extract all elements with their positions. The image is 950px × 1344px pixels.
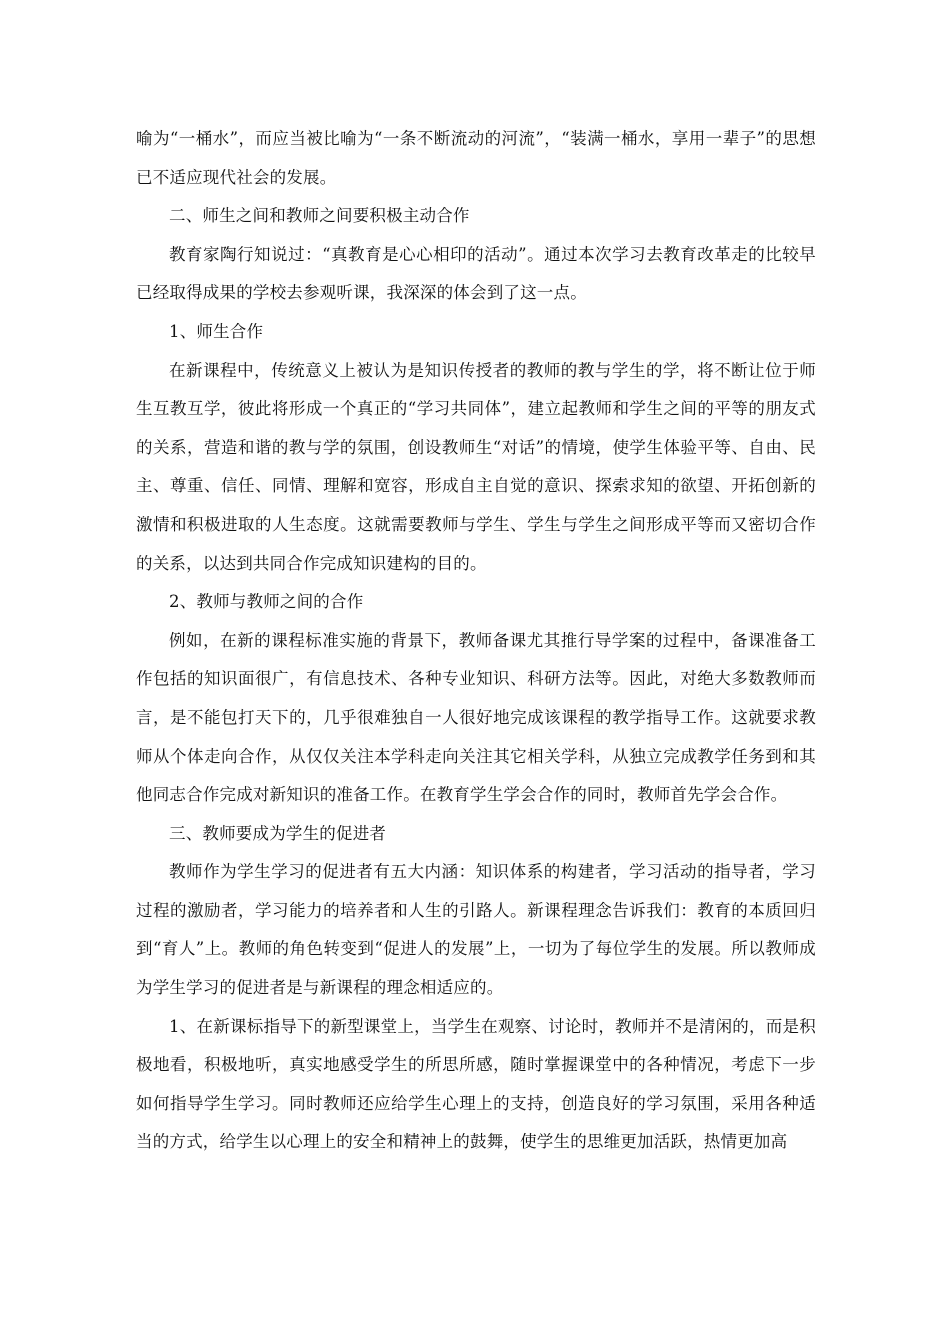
- paragraph-five-connotations: 教师作为学生学习的促进者有五大内涵：知识体系的构建者，学习活动的指导者，学习过程的激励者，学习能力的培养者和人生的引路人。新课程理念告诉我们：教育的本质回归到“育人”上。教师的角色转变到“促进人的发展”上，一切为了每位学生的发展。所以教师成为学生学习的促进者是与新课程的理念相适应的。: [136, 862, 816, 998]
- paragraph-tao-xingzhi: 教育家陶行知说过：“真教育是心心相印的活动”。通过本次学习去教育改革走的比较早已经取得成果的学校去参观听课，我深深的体会到了这一点。: [136, 244, 816, 303]
- section-heading-promoter: 三、教师要成为学生的促进者: [169, 823, 387, 843]
- subheading-teacher-teacher-cooperation: 2、教师与教师之间的合作: [169, 592, 364, 612]
- paragraph-lesson-preparation: 例如，在新的课程标准实施的背景下，教师备课尤其推行导学案的过程中，备课准备工作包括的知识面很广，有信息技术、各种专业知识、科研方法等。因此，对绝大多数教师而言，是不能包打天下的，几乎很难独自一人很好地完成该课程的教学指导工作。这就要求教师从个体走向合作，从仅仅关注本学科走向关注其它相关学科，从独立完成教学任务到和其他同志合作完成对新知识的准备工作。在教育学生学会合作的同时，教师首先学会合作。: [136, 630, 816, 805]
- paragraph-new-classroom: 1、在新课标指导下的新型课堂上，当学生在观察、讨论时，教师并不是清闲的，而是积极地看，积极地听，真实地感受学生的所思所感，随时掌握课堂中的各种情况，考虑下一步如何指导学生学习。同时教师还应给学生心理上的支持，创造良好的学习氛围，采用各种适当的方式，给学生以心理上的安全和精神上的鼓舞，使学生的思维更加活跃，热情更加高: [136, 1016, 816, 1152]
- paragraph-new-curriculum: 在新课程中，传统意义上被认为是知识传授者的教师的教与学生的学，将不断让位于师生互教互学，彼此将形成一个真正的“学习共同体”，建立起教师和学生之间的平等的朋友式的关系，营造和谐的教与学的氛围，创设教师生“对话”的情境，使学生体验平等、自由、民主、尊重、信任、同情、理解和宽容，形成自主自觉的意识、探索求知的欲望、开拓创新的激情和积极进取的人生态度。这就需要教师与学生、学生与学生之间形成平等而又密切合作的关系，以达到共同合作完成知识建构的目的。: [136, 360, 816, 573]
- paragraph-continuation: 喻为“一桶水”，而应当被比喻为“一条不断流动的河流”，“装满一桶水，享用一辈子”的思想已不适应现代社会的发展。: [136, 129, 816, 187]
- document-body: [136, 120, 816, 1162]
- subheading-teacher-student-cooperation: 1、师生合作: [169, 321, 264, 341]
- section-heading-cooperation: 二、师生之间和教师之间要积极主动合作: [169, 206, 470, 226]
